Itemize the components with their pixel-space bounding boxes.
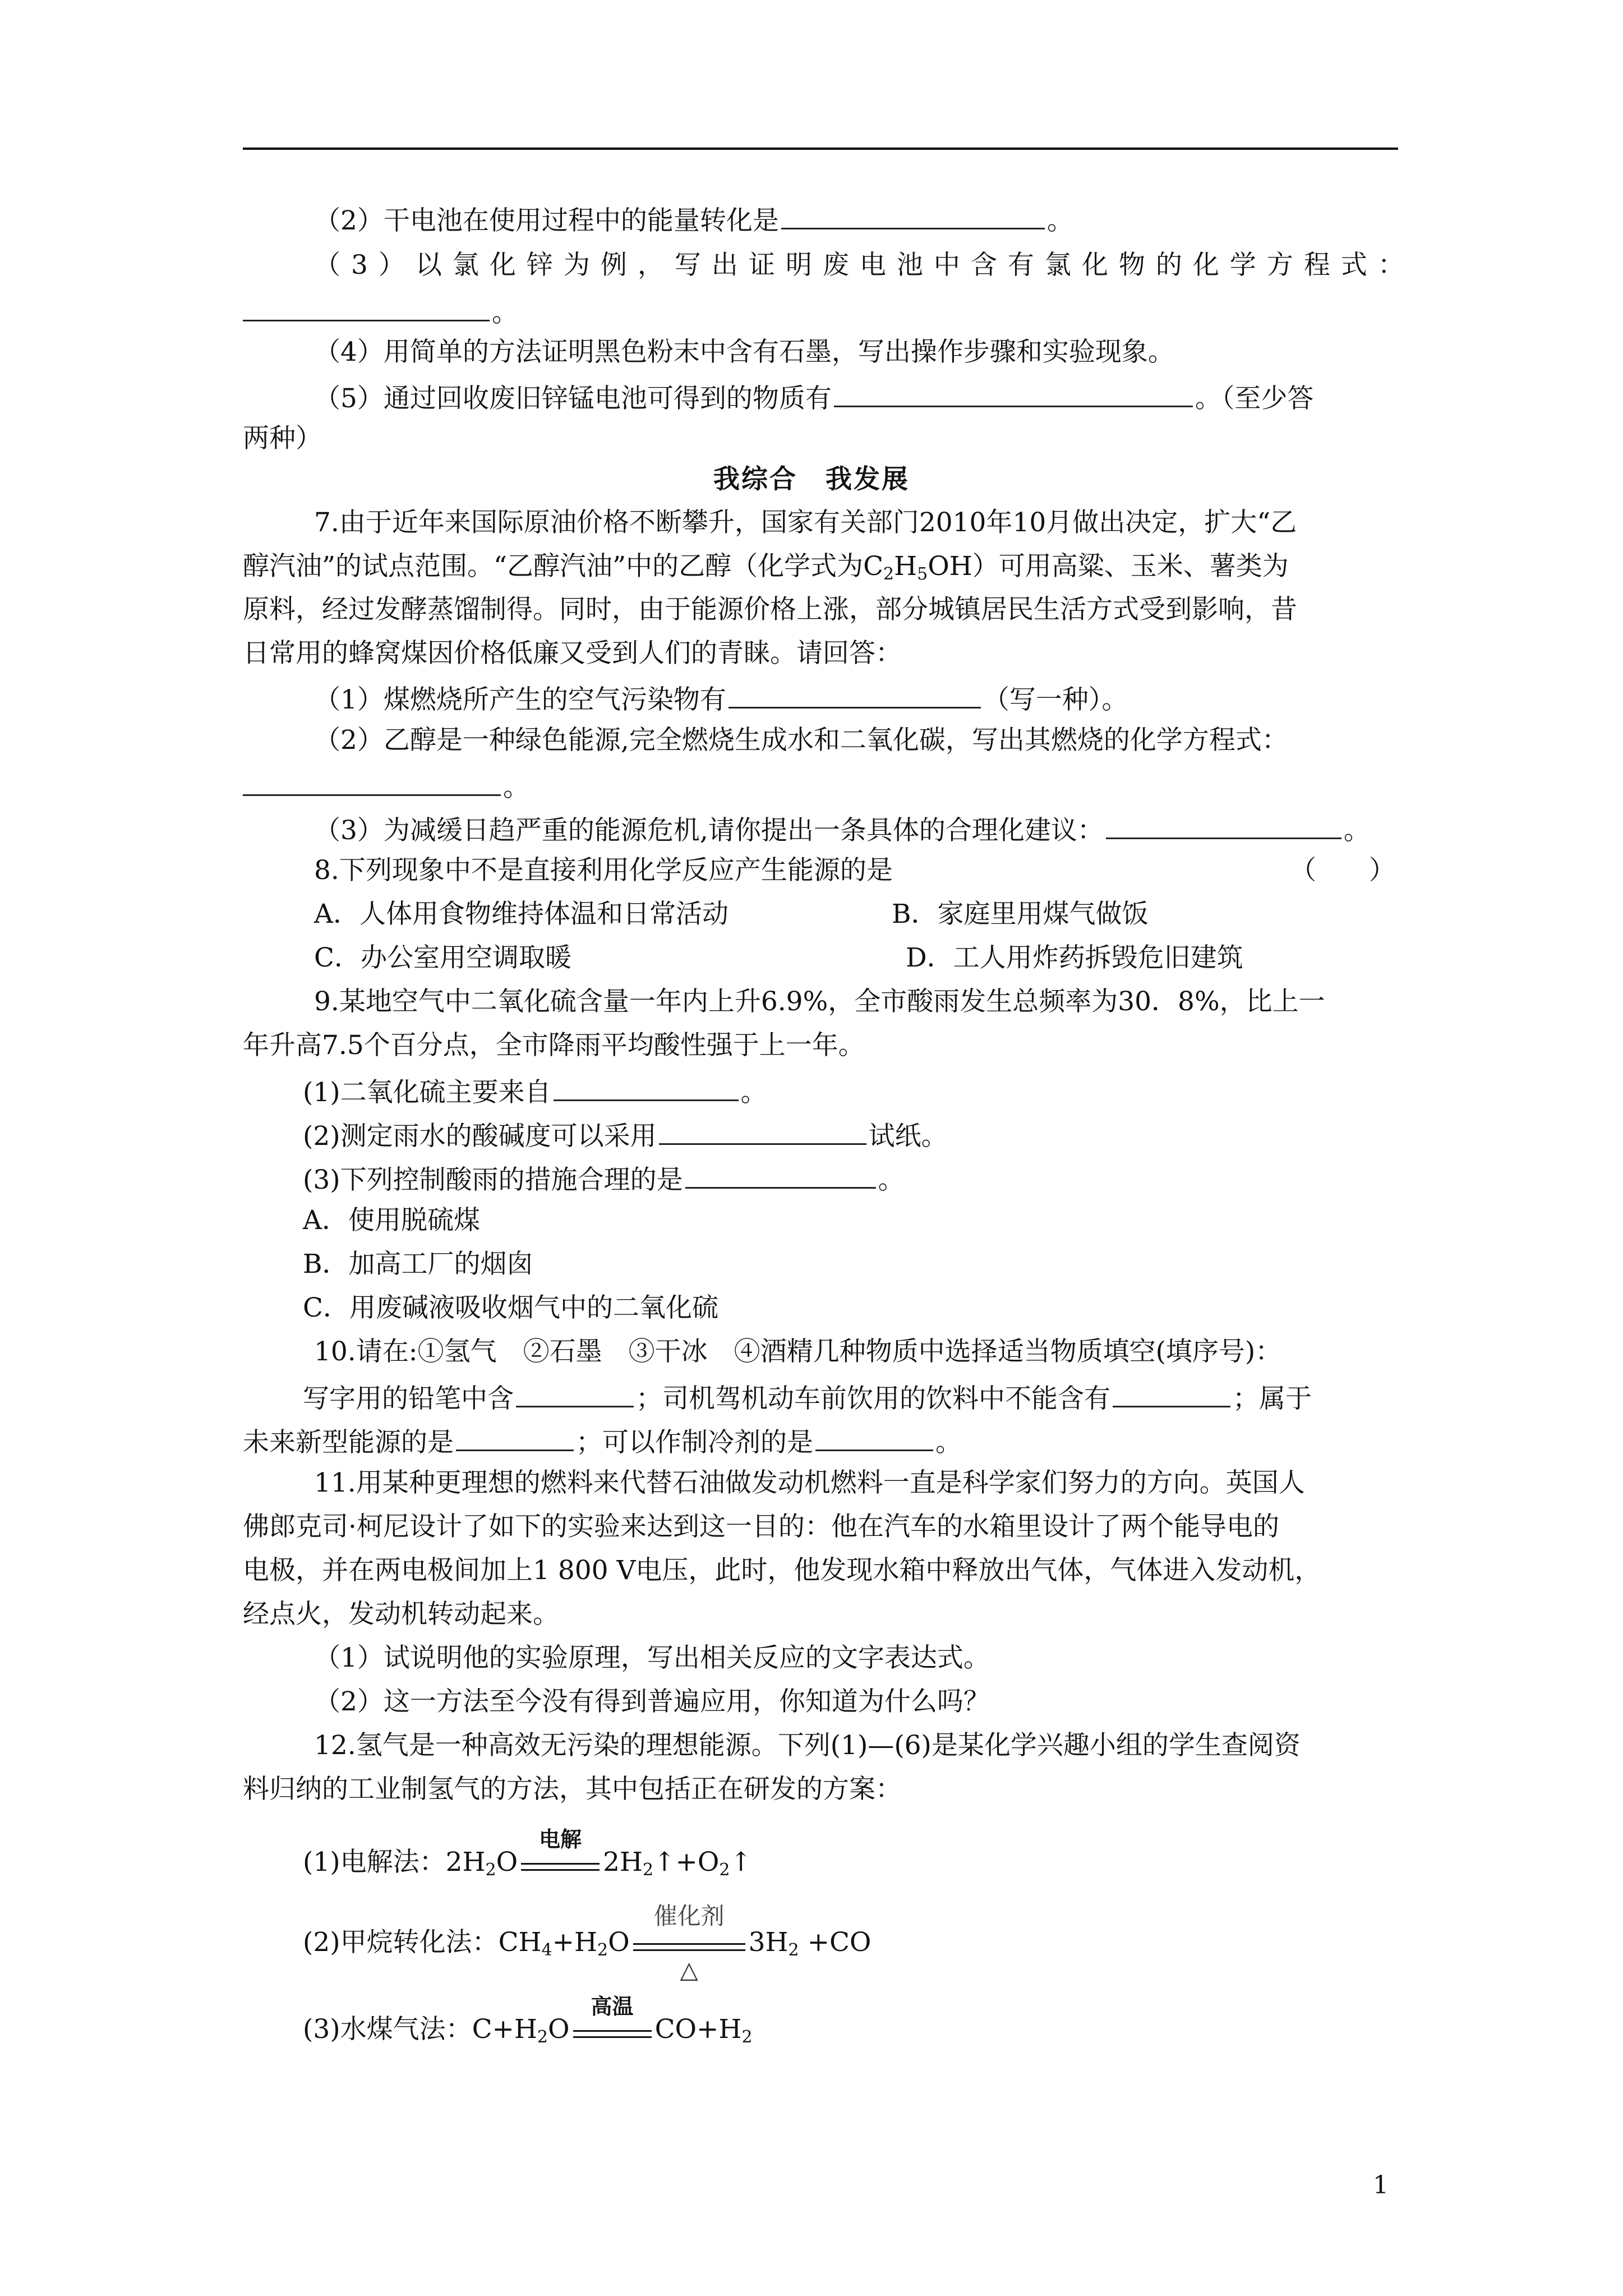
q7-line2: 醇汽油”的试点范围。“乙醇汽油”中的乙醇（化学式为$C_2H_5OH$）可用高粱、玉米、薯类为	[243, 551, 1289, 584]
q7-part1: （1）煤燃烧所产生的空气污染物有 （写一种）。	[314, 680, 1128, 717]
reaction-condition: 催化剂 △	[633, 1933, 745, 1951]
q7-part3: （3）为减缓日趋严重的能源危机,请你提出一条具体的合理化建议： 。	[314, 811, 1370, 848]
q11-line1: 11.用某种更理想的燃料来代替石油做发动机燃料一直是科学家们努力的方向。英国人	[314, 1467, 1305, 1498]
q8-option-d: D．工人用炸药拆毁危旧建筑	[906, 942, 1243, 973]
q12-line2: 料归纳的工业制氢气的方法，其中包括正在研发的方案：	[243, 1774, 902, 1805]
q7-part2: （2）乙醇是一种绿色能源,完全燃烧生成水和二氧化碳，写出其燃烧的化学方程式：	[314, 725, 1288, 756]
answer-blank[interactable]	[456, 1423, 574, 1451]
q9-part1: (1)二氧化硫主要来自 。	[303, 1073, 767, 1110]
q7-line1: 7.由于近年来国际原油价格不断攀升，国家有关部门2010年10月做出决定，扩大“乙	[314, 507, 1297, 538]
q6-part3-answer: 。	[243, 293, 518, 330]
page-number: 1	[1373, 2171, 1389, 2200]
q11-line4: 经点火，发动机转动起来。	[243, 1599, 559, 1630]
q9-option-c: C．用废碱液吸收烟气中的二氧化硫	[303, 1292, 718, 1323]
q6-part3: （3）以氯化锌为例，写出证明废电池中含有氯化物的化学方程式：	[314, 250, 1415, 280]
answer-blank[interactable]	[516, 1379, 634, 1407]
answer-blank[interactable]	[685, 1160, 876, 1189]
q6-part2: （2）干电池在使用过程中的能量转化是 。	[314, 201, 1073, 238]
q10-line2: 写字用的铅笔中含 ；司机驾机动车前饮用的饮料中不能含有 ；属于	[303, 1379, 1312, 1416]
q11-line3: 电极，并在两电极间加上1 800 V电压，此时，他发现水箱中释放出气体，气体进入发动机，	[243, 1555, 1321, 1586]
answer-blank[interactable]	[659, 1116, 866, 1145]
q11-line2: 佛郎克司·柯尼设计了如下的实验来达到这一目的：他在汽车的水箱里设计了两个能导电的	[243, 1511, 1279, 1542]
answer-blank[interactable]	[728, 680, 981, 708]
q7-part2-answer: 。	[243, 767, 529, 804]
answer-blank[interactable]	[243, 767, 501, 796]
answer-blank[interactable]	[554, 1073, 739, 1101]
q12-method3: (3)水煤气法：$C+H_2O$ 高温 $CO+H_2$	[303, 1994, 753, 2047]
q7-line4: 日常用的蜂窝煤因价格低廉又受到人们的青睐。请回答：	[243, 638, 902, 669]
q12-line1: 12.氢气是一种高效无污染的理想能源。下列(1)—(6)是某化学兴趣小组的学生查阅资	[314, 1730, 1301, 1761]
q9-part2: (2)测定雨水的酸碱度可以采用 试纸。	[303, 1116, 948, 1153]
answer-blank[interactable]	[781, 201, 1045, 229]
q6-part5-cont: 两种）	[243, 423, 322, 454]
q8-answer-bracket[interactable]: （ ）	[1290, 855, 1395, 886]
answer-blank[interactable]	[243, 293, 490, 321]
answer-blank[interactable]	[1113, 1379, 1230, 1407]
header-rule	[243, 148, 1398, 150]
q10-line1: 10.请在:①氢气 ②石墨 ③干冰 ④酒精几种物质中选择适当物质填空(填序号)：	[314, 1336, 1282, 1367]
answer-blank[interactable]	[1106, 811, 1341, 839]
q8-option-c: C．办公室用空调取暖	[314, 942, 571, 973]
q11-part2: （2）这一方法至今没有得到普遍应用，你知道为什么吗？	[314, 1686, 990, 1717]
q12-method2: (2)甲烷转化法：$CH_4+H_2O$ 催化剂 △ $3H_2 +CO$	[303, 1902, 872, 1984]
section-title: 我综合 我发展	[713, 464, 910, 495]
q6-part4: （4）用简单的方法证明黑色粉末中含有石墨，写出操作步骤和实验现象。	[314, 337, 1174, 367]
q9-line1: 9.某地空气中二氧化硫含量一年内上升6.9%，全市酸雨发生总频率为30．8%，比上一	[314, 986, 1325, 1017]
q11-part1: （1）试说明他的实验原理，写出相关反应的文字表达式。	[314, 1642, 990, 1673]
q7-line3: 原料，经过发酵蒸馏制得。同时，由于能源价格上涨，部分城镇居民生活方式受到影响，昔	[243, 594, 1297, 625]
q9-option-a: A．使用脱硫煤	[303, 1205, 480, 1236]
q10-line3: 未来新型能源的是 ；可以作制冷剂的是 。	[243, 1423, 962, 1460]
q8-stem: 8.下列现象中不是直接利用化学反应产生能源的是	[314, 855, 893, 886]
reaction-condition: 高温	[573, 2020, 652, 2038]
q9-part3: (3)下列控制酸雨的措施合理的是 。	[303, 1160, 905, 1197]
answer-blank[interactable]	[815, 1423, 933, 1451]
q9-option-b: B．加高工厂的烟囱	[303, 1249, 533, 1280]
q6-part5: （5）通过回收废旧锌锰电池可得到的物质有 。（至少答	[314, 379, 1313, 416]
q8-option-a: A．人体用食物维持体温和日常活动	[314, 899, 728, 930]
q8-option-b: B．家庭里用煤气做饭	[892, 899, 1149, 930]
q9-line2: 年升高7.5个百分点，全市降雨平均酸性强于上一年。	[243, 1030, 865, 1061]
reaction-condition: 电解	[521, 1853, 600, 1871]
q12-method1: (1)电解法：$2H_2O$ 电解 $2H_2↑+O_2↑$	[303, 1826, 752, 1880]
answer-blank[interactable]	[834, 379, 1193, 407]
